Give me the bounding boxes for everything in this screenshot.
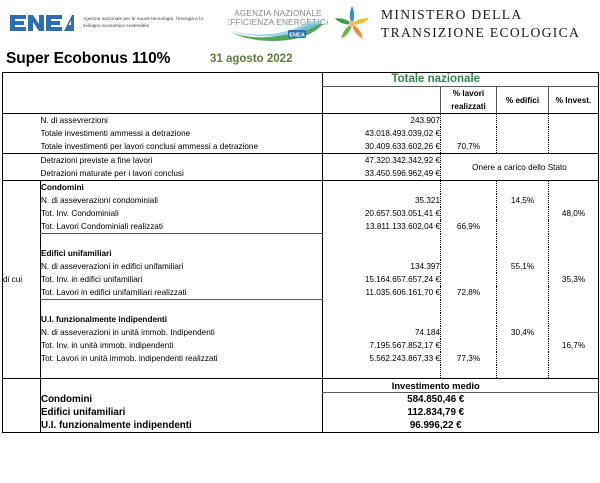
row-label: Tot. Inv. in edifici unifamiliari [41,273,323,286]
empty-cell [41,73,323,87]
row-edifici [497,140,549,154]
row-label: Detrazioni previste a fine lavori [41,154,323,168]
average-label: U.I. funzionalmente indipendenti [41,419,323,433]
table-row [3,339,599,352]
empty-cell [549,234,599,248]
empty-cell [497,181,549,195]
empty-cell [323,313,441,326]
row-invest [549,352,599,365]
row-value: 30.409.633.602,26 € [323,140,441,154]
row-label: Tot. Lavori in unità immob. indipendenti realizzati [41,352,323,365]
average-label: Condomini [41,393,323,407]
empty-cell [3,127,41,140]
row-value: 33.450.596.962,49 € [323,167,441,181]
row-invest: 16,7% [549,339,599,352]
empty-cell [323,300,441,314]
empty-cell [549,181,599,195]
empty-cell [3,393,41,407]
row-edifici [497,352,549,365]
row-lavori [441,326,497,339]
row-lavori: 66,9% [441,220,497,234]
row-value: 134.397 [323,260,441,273]
group-header-row-condomini [3,181,599,195]
row-lavori [441,194,497,207]
svg-text:ENEA: ENEA [289,32,305,39]
empty-cell [323,181,441,195]
group-header-row-ui-indipendenti [3,313,599,326]
empty-cell [549,393,599,407]
enea-tagline: Agenzia nazionale per le nuove tecnologie, l'energia e lo sviluppo economico sostenibile [83,16,203,28]
empty-cell [3,73,41,87]
empty-cell [549,406,599,419]
column-header-edifici: % edifici [497,87,549,114]
group-title: Condomini [41,181,323,195]
star-logo-icon [332,4,372,44]
empty-cell [3,419,41,433]
title-row [0,50,600,72]
row-value: 11.035.606.161,70 € [323,286,441,300]
empty-cell [3,379,41,393]
empty-cell [441,365,497,379]
enea-branding [8,11,203,35]
average-header: Investimento medio [323,379,549,393]
page-title: Super Ecobonus 110% [6,50,171,67]
table-row [3,326,599,339]
row-lavori [441,114,497,128]
row-invest: 35,3% [549,273,599,286]
row-invest [549,286,599,300]
empty-cell [323,365,441,379]
empty-cell [41,379,323,393]
table-row [3,260,599,273]
row-label: Tot. Lavori in edifici unifamiliari realizzati [41,286,323,300]
row-label: N. di asseverazioni condominiali [41,194,323,207]
report-date: 31 agosto 2022 [210,53,293,65]
table-row [3,220,599,234]
row-invest [549,260,599,273]
row-label: N. di assevrerzioni [41,114,323,128]
empty-cell [497,300,549,314]
row-lavori: 77,3% [441,352,497,365]
empty-cell [549,300,599,314]
empty-cell [3,87,41,114]
table-row [3,286,599,300]
row-lavori: 70,7% [441,140,497,154]
table-row [3,194,599,207]
empty-cell [549,365,599,379]
row-edifici [497,220,549,234]
column-header-invest: % Invest. [549,87,599,114]
empty-cell [549,313,599,326]
table-row [3,273,599,286]
row-lavori [441,127,497,140]
empty-cell [497,234,549,248]
row-invest [549,114,599,128]
ministry-title-line1: MINISTERO DELLA [381,6,523,22]
average-row [3,393,599,407]
enea-logo-icon [8,11,76,35]
row-invest: 48,0% [549,207,599,220]
row-invest [549,140,599,154]
empty-cell [3,114,41,128]
page-header [0,0,600,50]
row-label: N. di asseverazioni in edifici unifamiliari [41,260,323,273]
average-value: 112.834,79 € [323,406,549,419]
average-header-spacer [549,379,599,393]
row-value: 47.320.342.342,92 € [323,154,441,168]
total-nazionale-header: Totale nazionale [323,73,549,87]
row-value: 7.195.567.852,17 € [323,339,441,352]
row-edifici: 14,5% [497,194,549,207]
table-row [3,352,599,365]
empty-cell [323,87,441,114]
empty-cell [441,313,497,326]
row-label: Tot. Lavori Condominiali realizzati [41,220,323,234]
agenzia-nazionale-efficienza-energetica-logo [228,5,328,50]
group-spacer [3,300,599,314]
row-invest [549,220,599,234]
table-row [3,154,599,168]
row-label: Tot. Inv. Condominiali [41,207,323,220]
row-label: Totale investimenti ammessi a detrazione [40,129,191,138]
ane-logo-icon [228,5,328,45]
row-value: 243.907 [323,114,441,128]
row-label: Totale investimenti per lavori conclusi ammessi a detrazione [40,142,259,151]
row-value: 20.657.503.051,41 € [323,207,441,220]
empty-cell [41,365,323,379]
empty-cell [497,365,549,379]
empty-cell [3,406,41,419]
empty-cell [3,140,41,154]
empty-cell [549,247,599,260]
ministero-branding [332,4,580,44]
empty-cell [3,167,41,181]
row-value: 43.018.493.039,02 € [323,127,441,140]
row-edifici [497,207,549,220]
row-invest [549,326,599,339]
group-title: U.I. funzionalmente indipendenti [41,313,323,326]
table-header-row-national [3,73,599,87]
row-edifici: 55,1% [497,260,549,273]
row-value: 15.164.657.657,24 € [323,273,441,286]
row-value: 35.321 [323,194,441,207]
svg-text:AGENZIA NAZIONALE: AGENZIA NAZIONALE [234,9,322,18]
empty-cell [323,247,441,260]
empty-cell [41,87,323,114]
group-spacer [3,365,599,379]
row-edifici [497,286,549,300]
average-value: 584.850,46 € [323,393,549,407]
row-value: 74.184 [323,326,441,339]
average-header-row [3,379,599,393]
row-invest [549,194,599,207]
table-row [3,140,599,154]
group-title: Edifici unifamiliari [41,247,323,260]
group-header-row-unifamiliari [3,247,599,260]
row-value: 13.811.133.602,04 € [323,220,441,234]
row-edifici: 30,4% [497,326,549,339]
ministry-title-line2: TRANSIZIONE ECOLOGICA [381,25,581,40]
detrazioni-note: Onere a carico dello Stato [441,154,599,181]
row-edifici [497,127,549,140]
empty-cell [497,247,549,260]
table-row [3,127,599,140]
empty-cell [41,300,323,314]
stats-table-wrapper [2,72,598,433]
total-nazionale-header-spacer [549,73,599,87]
table-row [3,207,599,220]
row-label: Tot. Inv. in unità immob. indipendenti [41,339,323,352]
row-lavori [441,260,497,273]
column-header-lavori-realizzati [441,87,497,114]
empty-cell [441,247,497,260]
column-header-lavori-line2: realizzati [451,102,486,111]
di-cui-label: di cui [3,181,41,379]
empty-cell [441,234,497,248]
row-edifici [497,339,549,352]
table-row [3,114,599,128]
svg-text:EFFICIENZA ENERGETICA: EFFICIENZA ENERGETICA [228,18,328,27]
empty-cell [441,300,497,314]
superbonus-stats-table [2,72,599,433]
row-lavori [441,339,497,352]
row-edifici [497,114,549,128]
empty-cell [3,154,41,168]
average-row [3,419,599,433]
empty-cell [41,234,323,248]
group-spacer [3,234,599,248]
average-label: Edifici unifamiliari [41,406,323,419]
row-label: N. di asseverazioni in unità immob. Indipendenti [41,326,323,339]
average-row [3,406,599,419]
row-lavori: 72,8% [441,286,497,300]
row-lavori [441,273,497,286]
row-invest [549,127,599,140]
empty-cell [549,419,599,433]
empty-cell [441,181,497,195]
row-lavori [441,207,497,220]
empty-cell [323,234,441,248]
empty-cell [497,313,549,326]
column-header-lavori-line1: % lavori [452,89,485,98]
row-value: 5.562.243.867,33 € [323,352,441,365]
row-label: Detrazioni maturate per i lavori conclusi [40,169,184,178]
row-edifici [497,273,549,286]
average-value: 96.996,22 € [323,419,549,433]
